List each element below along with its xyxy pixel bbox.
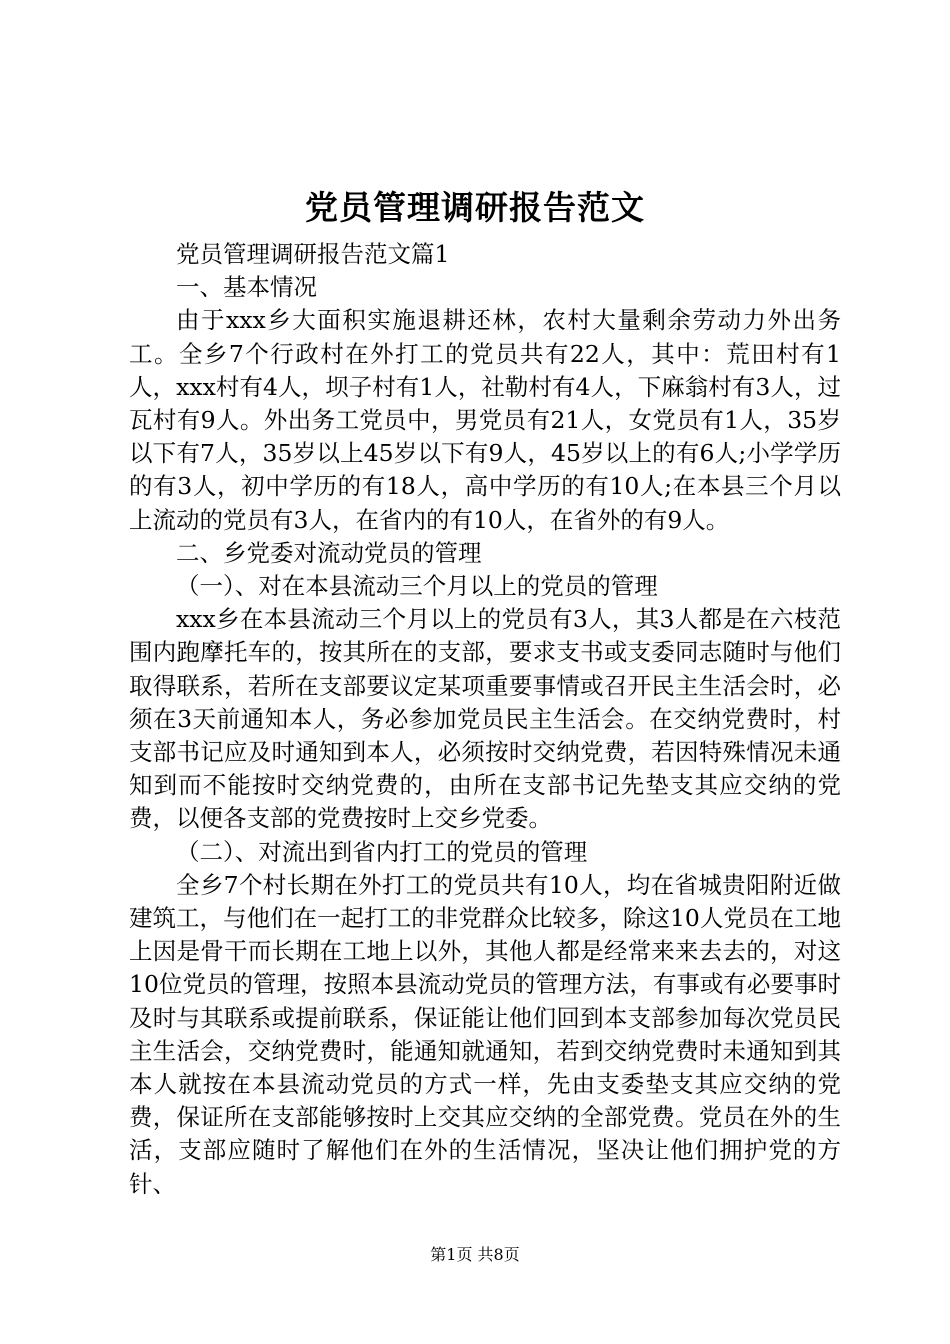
paragraph-province-members: 全乡7个村长期在外打工的党员共有10人，均在省城贵阳附近做建筑工，与他们在一起打工的非党群众比较多，除这10人党员在工地上因是骨干而长期在工地上以外，其他人都是经常来来去去的，对这10位党员的管理，按照本县流动党员的管理方法，有事或有必要事时及时与其联系或提前联系，保证能让他们回到本支部参加每次党员民主生活会，交纳党费时，能通知就通知，若到交纳党费时未通知到其本人就按在本县流动党员的方式一样，先由支委垫支其应交纳的党费，保证所在支部能够按时上交其应交纳的全部党费。党员在外的生活，支部应随时了解他们在外的生活情况，坚决让他们拥护党的方针、 (129, 870, 841, 1198)
page-footer: 第1页 共8页 (430, 1245, 520, 1264)
document-subtitle: 党员管理调研报告范文篇1 (176, 240, 450, 268)
document-title: 党员管理调研报告范文 (305, 188, 645, 227)
paragraph-basic-situation: 由于xxx乡大面积实施退耕还林，农村大量剩余劳动力外出务工。全乡7个行政村在外打工的党员共有22人，其中：荒田村有1人，xxx村有4人，坝子村有1人，社勒村有4人，下麻翁村有3人，过瓦村有9人。外出务工党员中，男党员有21人，女党员有1人，35岁以下有7人，35岁以上45岁以下有9人，45岁以上的有6人;小学学历的有3人，初中学历的有18人，高中学历的有10人;在本县三个月以上流动的党员有3人，在省内的有10人，在省外的有9人。 (129, 306, 841, 534)
paragraph-local-members: xxx乡在本县流动三个月以上的党员有3人，其3人都是在六枝范围内跑摩托车的，按其所在的支部，要求支书或支委同志随时与他们取得联系，若所在支部要议定某项重要事情或召开民主生活会时，必须在3天前通知本人，务必参加党员民主生活会。在交纳党费时，村支部书记应及时通知到本人，必须按时交纳党费，若因特殊情况未通知到而不能按时交纳党费的，由所在支部书记先垫支其应交纳的党费，以便各支部的党费按时上交乡党委。 (129, 605, 841, 833)
section-heading-management: 二、乡党委对流动党员的管理 (176, 538, 482, 567)
section-heading-basic-situation: 一、基本情况 (176, 273, 317, 302)
sub-heading-local-members: （一）、对在本县流动三个月以上的党员的管理 (176, 572, 658, 601)
sub-heading-province-members: （二）、对流出到省内打工的党员的管理 (176, 837, 588, 866)
document-body (129, 238, 841, 1201)
